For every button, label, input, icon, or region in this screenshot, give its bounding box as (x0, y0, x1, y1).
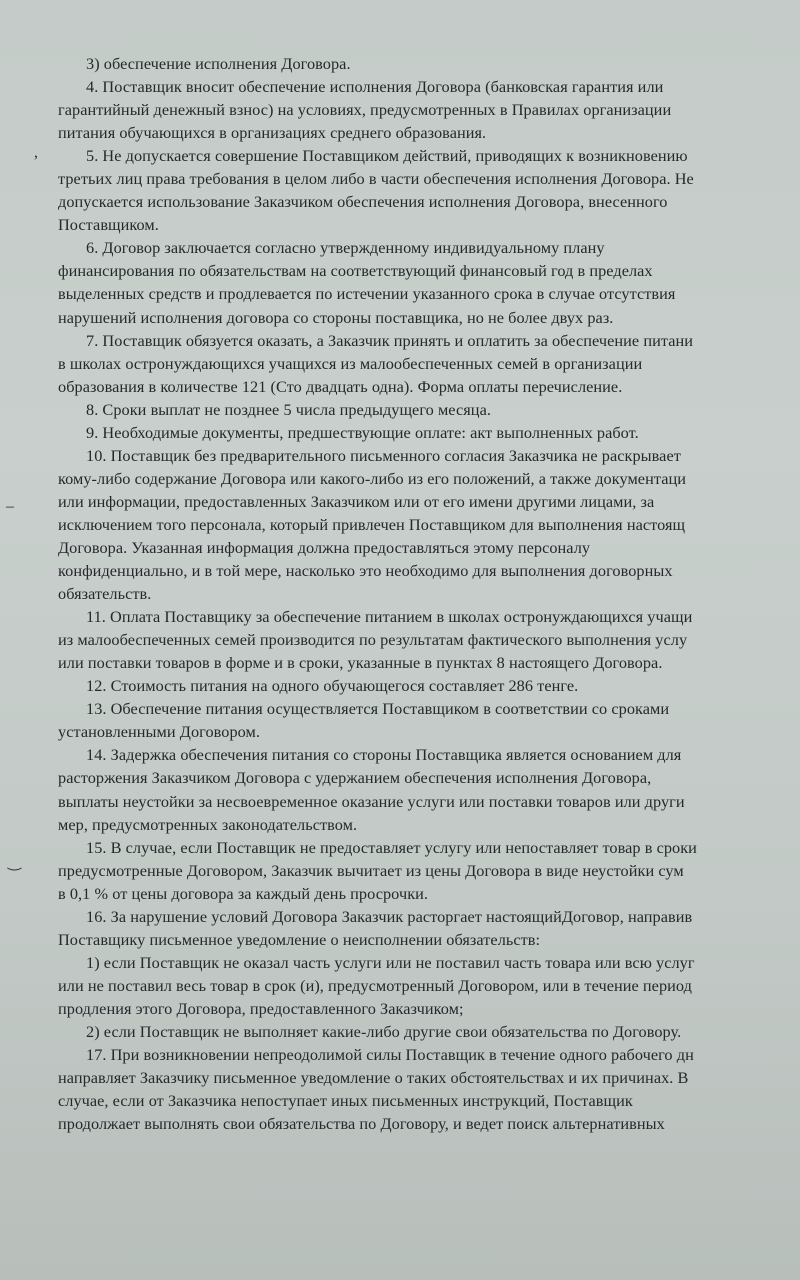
text-line: 9. Необходимые документы, предшествующие оплате: акт выполненных работ. (86, 422, 639, 442)
text-line: в 0,1 % от цены договора за каждый день просрочки. (58, 883, 429, 903)
text-line: выделенных средств и продлевается по истечении указанного срока в случае отсутствия (58, 284, 676, 304)
text-line: 3) обеспечение исполнения Договора. (86, 54, 351, 73)
text-line: 14. Задержка обеспечения питания со стороны Поставщика является основанием для (86, 745, 682, 765)
text-line: продолжает выполнять свои обязательства по Договору, и ведет поиск альтернативных (58, 1114, 665, 1134)
text-line: 8. Сроки выплат не позднее 5 числа предыдущего месяца. (86, 399, 491, 419)
text-line: или информации, предоставленных Заказчиком или от его имени другими лицами, за (58, 491, 655, 511)
text-line: 4. Поставщик вносит обеспечение исполнения Договора (банковская гарантия или (86, 77, 664, 97)
text-line: Поставщику письменное уведомление о неисполнении обязательств: (58, 929, 541, 949)
text-line: выплаты неустойки за несвоевременное оказание услуги или поставки товаров или други (58, 791, 685, 811)
text-line: направляет Заказчику письменное уведомление о таких обстоятельствах и их причинах. В (58, 1068, 689, 1088)
text-line: образования в количестве 121 (Сто двадцать одна). Форма оплаты перечисление. (58, 376, 623, 396)
margin-mark: – (6, 498, 14, 515)
text-line: Договора. Указанная информация должна предоставляться этому персоналу (58, 537, 591, 557)
text-line: гарантийный денежный взнос) на условиях, предусмотренных в Правилах организации (58, 100, 672, 120)
text-line: исключением того персонала, который привлечен Поставщиком для выполнения настоящ (58, 514, 686, 534)
text-line: предусмотренные Договором, Заказчик вычитает из цены Договора в виде неустойки сум (58, 860, 684, 880)
text-line: допускается использование Заказчиком обеспечения исполнения Договора, внесенного (58, 192, 668, 212)
text-line: или поставки товаров в форме и в сроки, указанные в пунктах 8 настоящего Договора. (58, 653, 663, 673)
text-line: из малообеспеченных семей производится по результатам фактического выполнения услу (58, 630, 688, 650)
text-line: кому-либо содержание Договора или какого-либо из его положений, а также документаци (58, 468, 687, 488)
text-line: 17. При возникновении непреодолимой силы Поставщик в течение одного рабочего дн (86, 1045, 694, 1065)
text-line: нарушений исполнения договора со стороны поставщика, но не более двух раз. (58, 307, 614, 327)
text-line: расторжения Заказчиком Договора с удержанием обеспечения исполнения Договора, (58, 768, 652, 788)
text-line: мер, предусмотренных законодательством. (58, 814, 358, 834)
text-line: 15. В случае, если Поставщик не предоставляет услугу или непоставляет товар в сроки (86, 837, 697, 857)
margin-mark: , (34, 144, 38, 161)
text-line: Поставщиком. (58, 215, 159, 235)
text-line: 10. Поставщик без предварительного письменного согласия Заказчика не раскрывает (86, 445, 681, 465)
text-line: или не поставил весь товар в срок (и), предусмотренный Договором, или в течение период (58, 975, 692, 995)
text-line: 11. Оплата Поставщику за обеспечение питанием в школах остронуждающихся учащи (86, 607, 693, 627)
text-line: питания обучающихся в организациях среднего образования. (58, 123, 487, 143)
text-line: 13. Обеспечение питания осуществляется Поставщиком в соответствии со сроками (86, 699, 670, 719)
text-line: 1) если Поставщик не оказал часть услуги или не поставил часть товара или всю услуг (86, 952, 695, 972)
text-line: продления этого Договора, предоставленного Заказчиком; (58, 998, 464, 1018)
text-line: случае, если от Заказчика непоступает иных письменных инструкций, Поставщик (58, 1091, 633, 1111)
text-line: 6. Договор заключается согласно утвержденному индивидуальному плану (86, 238, 605, 258)
text-line: в школах остронуждающихся учащихся из малообеспеченных семей в организации (58, 353, 643, 373)
text-line: обязательств. (58, 584, 152, 604)
text-line: установленными Договором. (58, 722, 261, 742)
text-line: 5. Не допускается совершение Поставщиком действий, приводящих к возникновению (86, 146, 688, 166)
text-line: 12. Стоимость питания на одного обучающегося составляет 286 тенге. (86, 676, 579, 696)
document-body (58, 52, 793, 1135)
margin-mark: ‿ (8, 854, 21, 871)
text-line: 2) если Поставщик не выполняет какие-либо другие свои обязательства по Договору. (86, 1021, 682, 1041)
text-line: 7. Поставщик обязуется оказать, а Заказчик принять и оплатить за обеспечение питани (86, 330, 694, 350)
text-line: конфиденциально, и в той мере, насколько это необходимо для выполнения договорных (58, 561, 673, 581)
text-line: финансирования по обязательствам на соответствующий финансовый год в пределах (58, 261, 653, 281)
text-line: третьих лиц права требования в целом либо в части обеспечения исполнения Договора. Не (58, 169, 694, 189)
text-line: 16. За нарушение условий Договора Заказчик расторгает настоящийДоговор, направив (86, 906, 693, 926)
